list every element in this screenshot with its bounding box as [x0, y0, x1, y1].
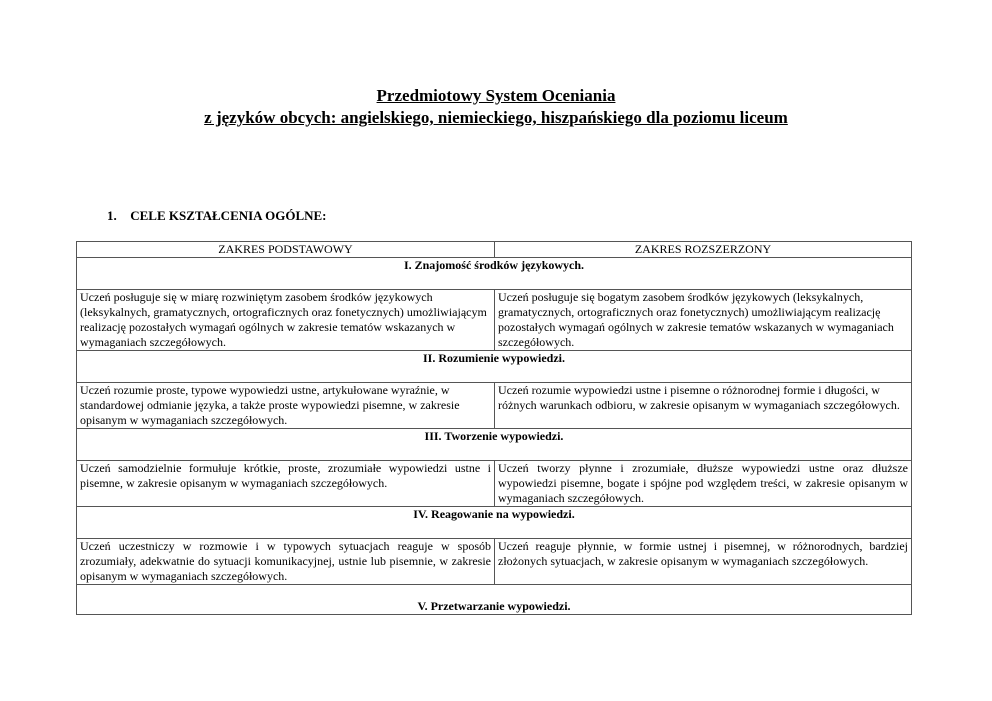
- section-number: 1.: [107, 208, 117, 223]
- table-row: [77, 290, 912, 351]
- document-subtitle: z języków obcych: angielskiego, niemieckiego, hiszpańskiego dla poziomu liceum: [204, 108, 788, 127]
- category-title: II. Rozumienie wypowiedzi.: [77, 351, 912, 383]
- extended-cell: Uczeń posługuje się bogatym zasobem środków językowych (leksykalnych, gramatycznych, ortograficznych oraz fonetycznych) umożliwiającym realizację pozostałych wymagań ogólnych w zakresie tematów wskazanych w wymaganiach szczegółowych.: [495, 290, 912, 351]
- extended-cell: Uczeń rozumie wypowiedzi ustne i pisemne o różnorodnej formie i długości, w różnych warunkach odbioru, w zakresie opisanym w wymaganiach szczegółowych.: [495, 383, 912, 429]
- category-row: [77, 429, 912, 461]
- table-row: [77, 383, 912, 429]
- category-title: V. Przetwarzanie wypowiedzi.: [77, 585, 912, 615]
- table-row: [77, 539, 912, 585]
- table-row: [77, 461, 912, 507]
- category-row: [77, 585, 912, 615]
- basic-cell: Uczeń uczestniczy w rozmowie i w typowych sytuacjach reaguje w sposób zrozumiały, adekwatnie do sytuacji komunikacyjnej, ustnie lub pisemnie, w zakresie opisanym w wymaganiach szczegółowych.: [77, 539, 495, 585]
- basic-cell: Uczeń rozumie proste, typowe wypowiedzi ustne, artykułowane wyraźnie, w standardowej odmianie języka, a także proste wypowiedzi pisemne, w zakresie opisanym w wymaganiach szczegółowych.: [77, 383, 495, 429]
- category-title: IV. Reagowanie na wypowiedzi.: [77, 507, 912, 539]
- section-heading: [107, 208, 327, 224]
- document-title: Przedmiotowy System Oceniania: [376, 86, 616, 105]
- category-row: [77, 351, 912, 383]
- basic-cell: Uczeń samodzielnie formułuje krótkie, proste, zrozumiałe wypowiedzi ustne i pisemne, w zakresie opisanym w wymaganiach szczegółowych.: [77, 461, 495, 507]
- table-header-row: [77, 242, 912, 258]
- goals-table: [76, 241, 912, 615]
- extended-cell: Uczeń reaguje płynnie, w formie ustnej i pisemnej, w różnorodnych, bardziej złożonych sytuacjach, w zakresie opisanym w wymaganiach szczegółowych.: [495, 539, 912, 585]
- header-basic: ZAKRES PODSTAWOWY: [77, 242, 495, 258]
- category-row: [77, 258, 912, 290]
- category-title: III. Tworzenie wypowiedzi.: [77, 429, 912, 461]
- header-extended: ZAKRES ROZSZERZONY: [495, 242, 912, 258]
- category-title: I. Znajomość środków językowych.: [77, 258, 912, 290]
- basic-cell: Uczeń posługuje się w miarę rozwiniętym zasobem środków językowych (leksykalnych, gramatycznych, ortograficznych oraz fonetycznych) umożliwiającym realizację pozostałych wymagań ogólnych w zakresie tematów wskazanych w wymaganiach szczegółowych.: [77, 290, 495, 351]
- extended-cell: Uczeń tworzy płynne i zrozumiałe, dłuższe wypowiedzi ustne oraz dłuższe wypowiedzi pisemne, bogate i spójne pod względem treści, w zakresie opisanym w wymaganiach szczegółowych.: [495, 461, 912, 507]
- category-row: [77, 507, 912, 539]
- section-title: CELE KSZTAŁCENIA OGÓLNE:: [130, 208, 327, 223]
